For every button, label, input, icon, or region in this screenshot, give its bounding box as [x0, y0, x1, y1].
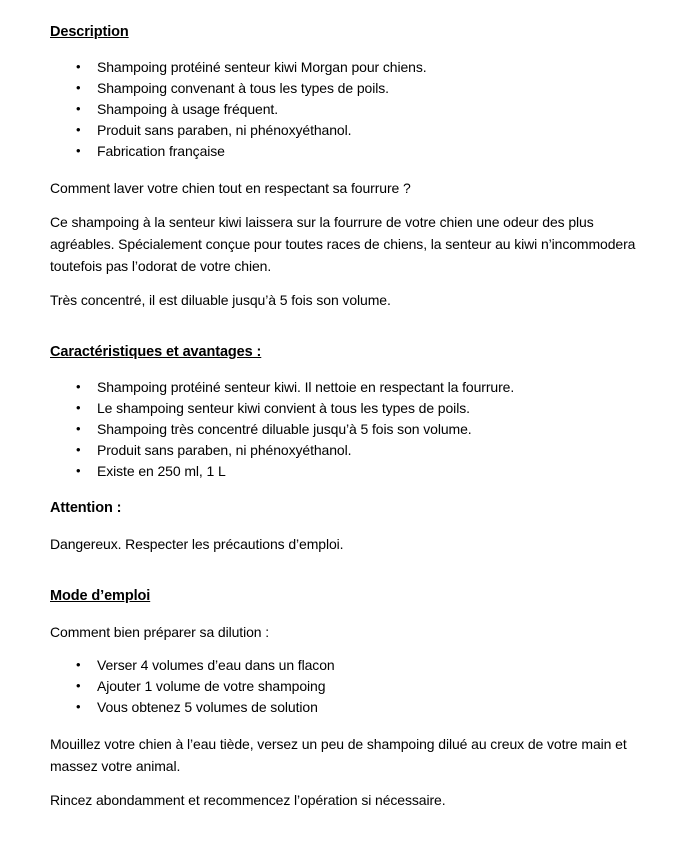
- list-item: [50, 440, 652, 460]
- mode-emploi-heading: Mode d’emploi: [50, 588, 151, 604]
- list-item-text: Verser 4 volumes d’eau dans un flacon: [97, 657, 335, 673]
- list-item: [50, 99, 652, 119]
- list-item-text: Shampoing protéiné senteur kiwi. Il nettoie en respectant la fourrure.: [97, 379, 515, 395]
- bullet-icon: •: [76, 400, 81, 415]
- section-mode-emploi: [50, 585, 652, 811]
- paragraph-concentrated: Très concentré, il est diluable jusqu’à 5 fois son volume.: [50, 292, 391, 308]
- bullet-icon: •: [76, 421, 81, 436]
- paragraph-rinse: Rincez abondamment et recommencez l’opération si nécessaire.: [50, 792, 446, 808]
- list-item-text: Fabrication française: [97, 143, 225, 159]
- list-item-text: Le shampoing senteur kiwi convient à tous les types de poils.: [97, 400, 470, 416]
- section-caracteristiques: [50, 341, 652, 555]
- list-item: [50, 419, 652, 439]
- list-item: [50, 655, 652, 675]
- list-item: [50, 141, 652, 161]
- list-item-text: Existe en 250 ml, 1 L: [97, 463, 226, 479]
- bullet-icon: •: [76, 657, 81, 672]
- description-bullet-list: [50, 57, 652, 161]
- list-item-text: Produit sans paraben, ni phénoxyéthanol.: [97, 442, 352, 458]
- bullet-icon: •: [76, 442, 81, 457]
- list-item: [50, 461, 652, 481]
- section-description: [50, 21, 652, 311]
- caracteristiques-bullet-list: [50, 377, 652, 481]
- bullet-icon: •: [76, 80, 81, 95]
- mode-emploi-bullet-list: [50, 655, 652, 717]
- bullet-icon: •: [76, 678, 81, 693]
- list-item: [50, 377, 652, 397]
- list-item: [50, 120, 652, 140]
- bullet-icon: •: [76, 101, 81, 116]
- list-item: [50, 57, 652, 77]
- list-item: [50, 78, 652, 98]
- list-item-text: Shampoing à usage fréquent.: [97, 101, 278, 117]
- bullet-icon: •: [76, 379, 81, 394]
- list-item-text: Ajouter 1 volume de votre shampoing: [97, 678, 326, 694]
- paragraph-wet-dog: Mouillez votre chien à l’eau tiède, versez un peu de shampoing dilué au creux de votre main et massez votre animal.: [50, 736, 627, 774]
- paragraph-dilution-intro: Comment bien préparer sa dilution :: [50, 624, 270, 640]
- bullet-icon: •: [76, 122, 81, 137]
- list-item-text: Produit sans paraben, ni phénoxyéthanol.: [97, 122, 352, 138]
- bullet-icon: •: [76, 143, 81, 158]
- bullet-icon: •: [76, 699, 81, 714]
- paragraph-danger: Dangereux. Respecter les précautions d’emploi.: [50, 536, 344, 552]
- description-heading: Description: [50, 24, 129, 40]
- list-item: [50, 676, 652, 696]
- list-item: [50, 398, 652, 418]
- list-item-text: Shampoing protéiné senteur kiwi Morgan pour chiens.: [97, 59, 427, 75]
- paragraph-kiwi-scent: Ce shampoing à la senteur kiwi laissera sur la fourrure de votre chien une odeur des plus agréables. Spécialement conçue pour toutes races de chiens, la senteur au kiwi n’incommodera toutefois pas l’odorat de votre chien.: [50, 214, 636, 274]
- list-item-text: Vous obtenez 5 volumes de solution: [97, 699, 318, 715]
- list-item: [50, 697, 652, 717]
- list-item-text: Shampoing très concentré diluable jusqu’à 5 fois son volume.: [97, 421, 472, 437]
- list-item-text: Shampoing convenant à tous les types de poils.: [97, 80, 389, 96]
- paragraph-how-to-wash: Comment laver votre chien tout en respectant sa fourrure ?: [50, 180, 411, 196]
- attention-heading: Attention :: [50, 500, 122, 516]
- caracteristiques-heading: Caractéristiques et avantages :: [50, 344, 262, 360]
- bullet-icon: •: [76, 59, 81, 74]
- bullet-icon: •: [76, 463, 81, 478]
